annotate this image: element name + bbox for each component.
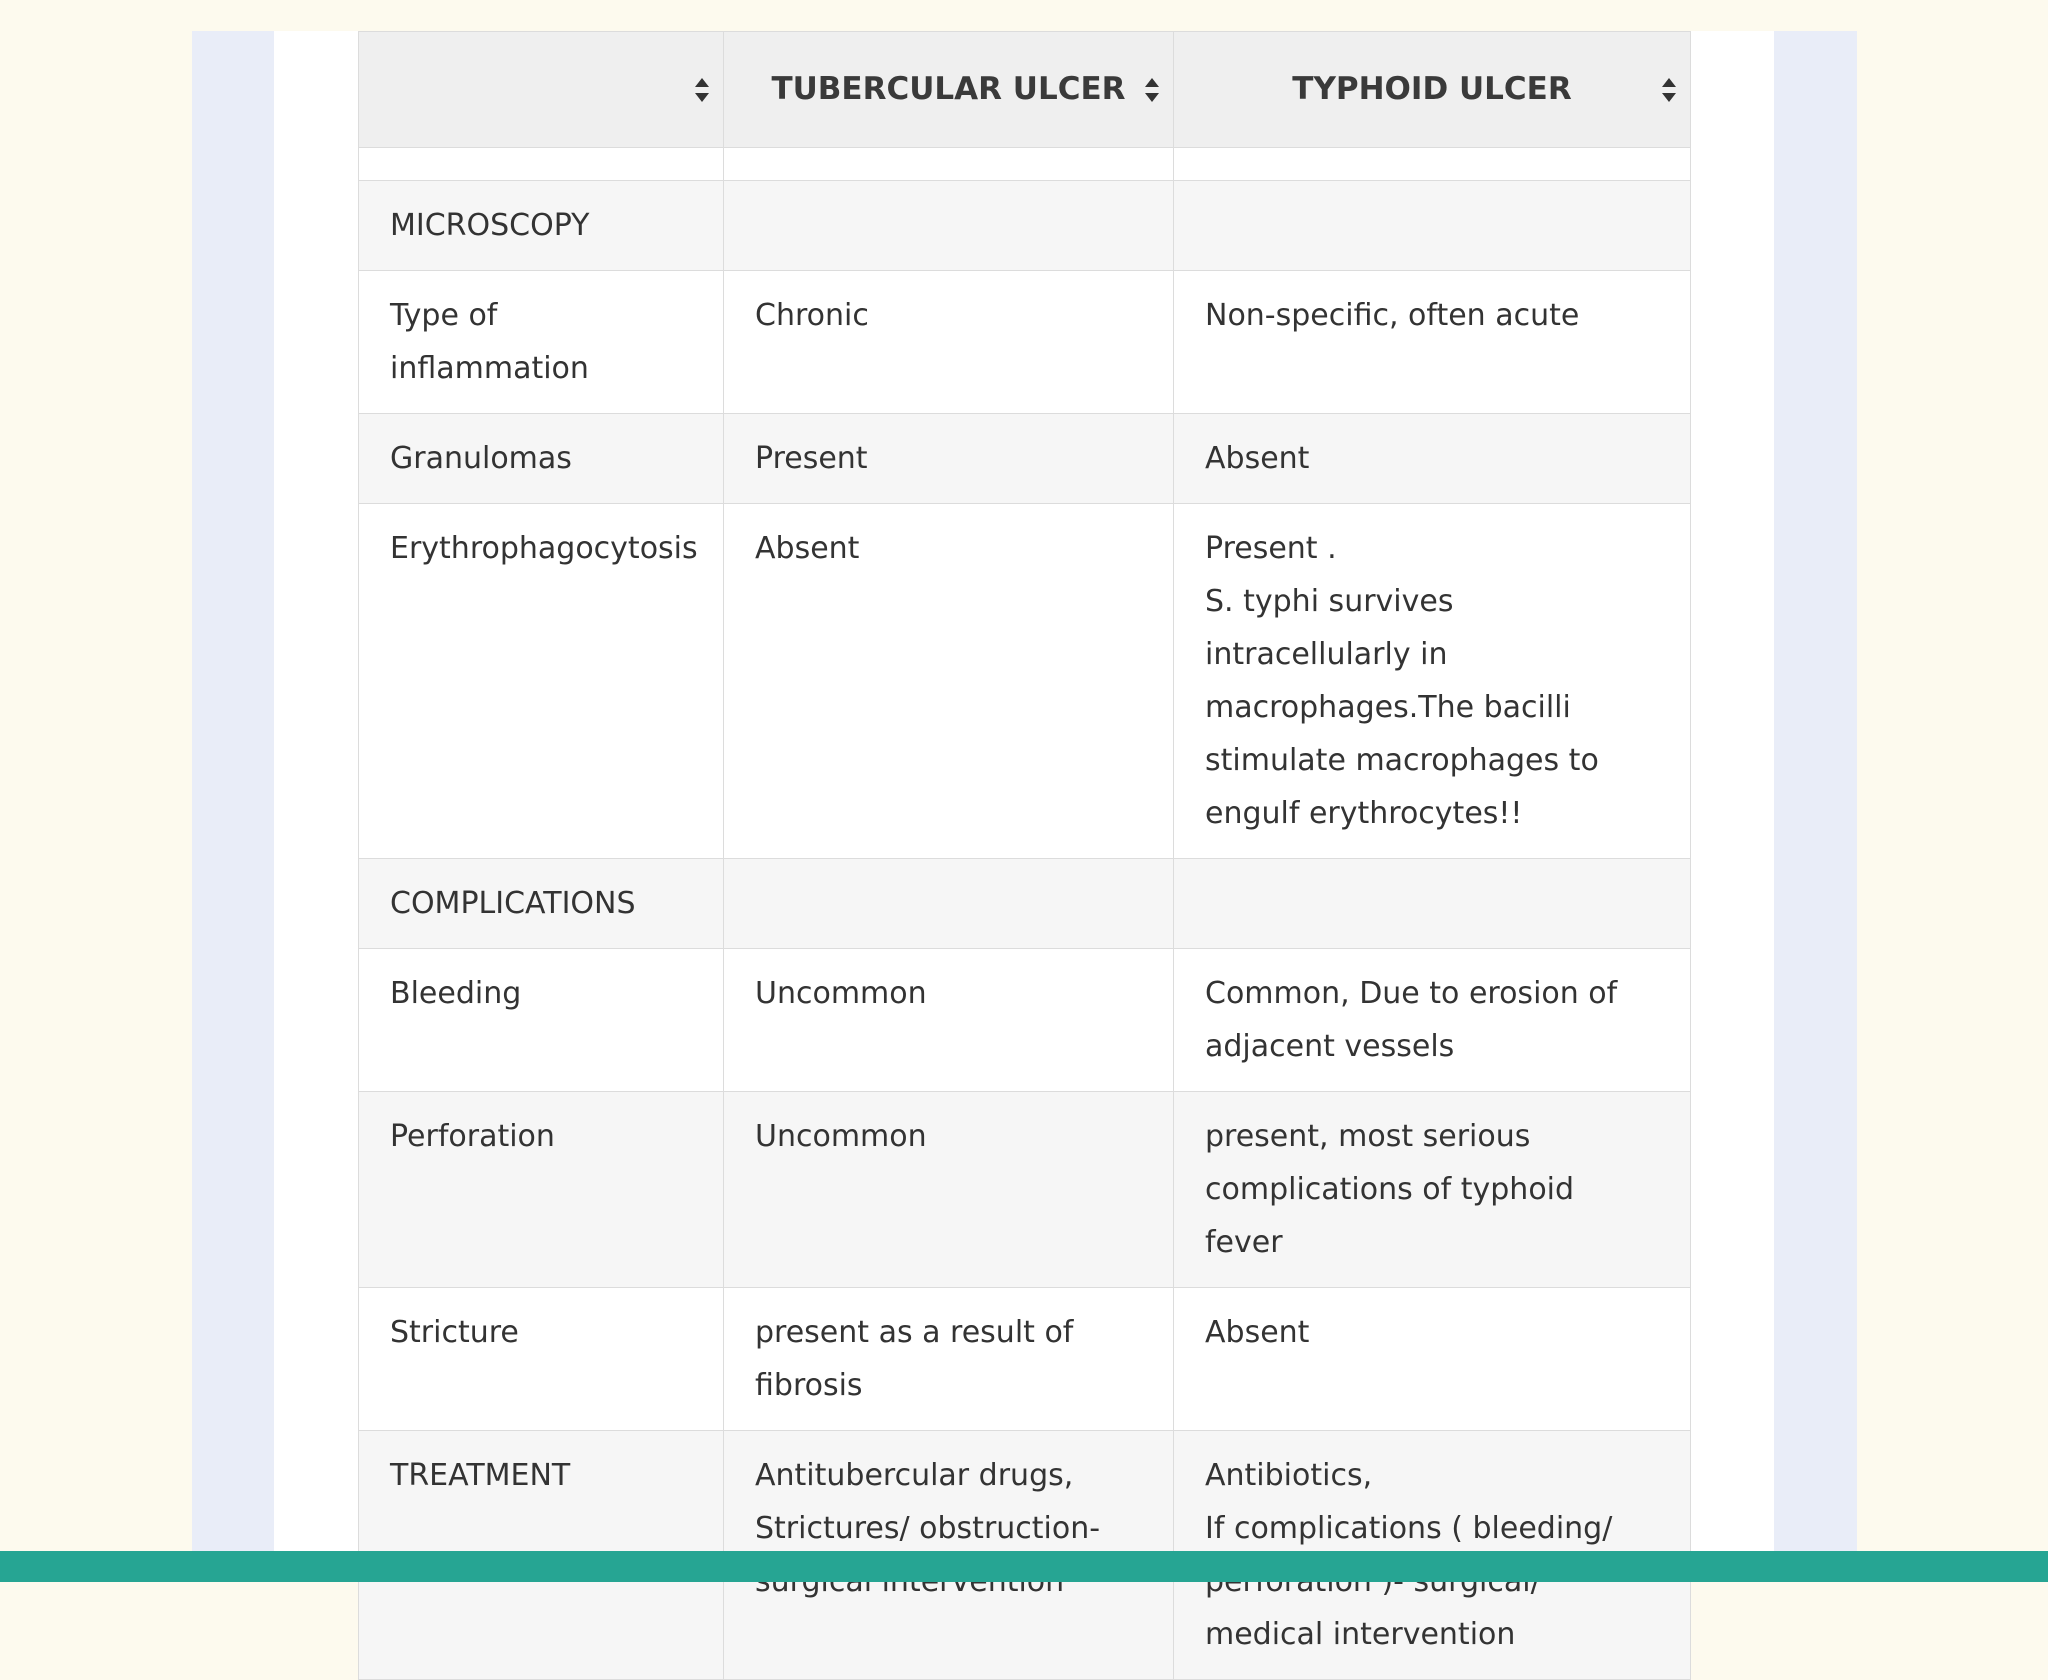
- comparison-table: [358, 31, 1691, 1680]
- table-cell: [724, 181, 1174, 271]
- table-body: [359, 148, 1691, 1680]
- table-row: [359, 504, 1691, 859]
- table-row: [359, 271, 1691, 414]
- table-cell: Uncommon: [724, 1092, 1174, 1288]
- bottom-bar: [0, 1551, 2048, 1582]
- sort-up-down-icon[interactable]: [1143, 76, 1161, 104]
- table-cell: Absent: [1174, 414, 1691, 504]
- table-cell: Bleeding: [359, 949, 724, 1092]
- table-cell: [1174, 181, 1691, 271]
- table-cell: Common, Due to erosion of adjacent vessels: [1174, 949, 1691, 1092]
- table-cell: Antitubercular drugs, Strictures/ obstruction-: [724, 1431, 1174, 1680]
- cell-line: If complications ( bleeding/ medical intervention: [1205, 1511, 1613, 1652]
- table-cell: MICROSCOPY: [359, 181, 724, 271]
- table-cell: Absent: [1174, 1288, 1691, 1431]
- table-row: [359, 949, 1691, 1092]
- cell-line: Antibiotics,: [1205, 1458, 1373, 1493]
- table-cell: present as a result of fibrosis: [724, 1288, 1174, 1431]
- table-cell: Stricture: [359, 1288, 724, 1431]
- table-cell: [724, 859, 1174, 949]
- column-header-tubercular-ulcer[interactable]: [724, 32, 1174, 148]
- cell-line: Present .: [1205, 531, 1337, 566]
- table-row: [359, 1092, 1691, 1288]
- table-row: [359, 181, 1691, 271]
- sort-up-down-icon[interactable]: [693, 76, 711, 104]
- column-header-text: TYPHOID ULCER: [1292, 71, 1572, 107]
- sort-up-down-icon[interactable]: [1660, 76, 1678, 104]
- table-cell: [724, 148, 1174, 181]
- column-header-text: TUBERCULAR ULCER: [771, 71, 1126, 107]
- table-cell: [1174, 148, 1691, 181]
- table-cell: Erythrophagocytosis: [359, 504, 724, 859]
- table-cell: Chronic: [724, 271, 1174, 414]
- table-cell: Absent: [724, 504, 1174, 859]
- table-cell: COMPLICATIONS: [359, 859, 724, 949]
- table-row: [359, 859, 1691, 949]
- table-spacer-row: [359, 148, 1691, 181]
- table-cell: Type of inflammation: [359, 271, 724, 414]
- table-cell: Present: [724, 414, 1174, 504]
- table-cell: present, most serious complications of typhoid fever: [1174, 1092, 1691, 1288]
- table-cell: Uncommon: [724, 949, 1174, 1092]
- table-cell: Perforation: [359, 1092, 724, 1288]
- table-cell: Non-specific, often acute: [1174, 271, 1691, 414]
- table-cell: [1174, 504, 1691, 859]
- column-header-typhoid-ulcer[interactable]: [1174, 32, 1691, 148]
- table-row: [359, 1288, 1691, 1431]
- table-cell: [359, 148, 724, 181]
- table-cell: [1174, 859, 1691, 949]
- table-cell: Granulomas: [359, 414, 724, 504]
- column-header-label-col[interactable]: [359, 32, 724, 148]
- table-header: [359, 32, 1691, 148]
- table-cell: TREATMENT: [359, 1431, 724, 1680]
- cell-line: S. typhi survives intracellularly in macrophages.The bacilli stimulate macrophages to engulf erythrocytes!!: [1205, 584, 1599, 831]
- table-row: [359, 414, 1691, 504]
